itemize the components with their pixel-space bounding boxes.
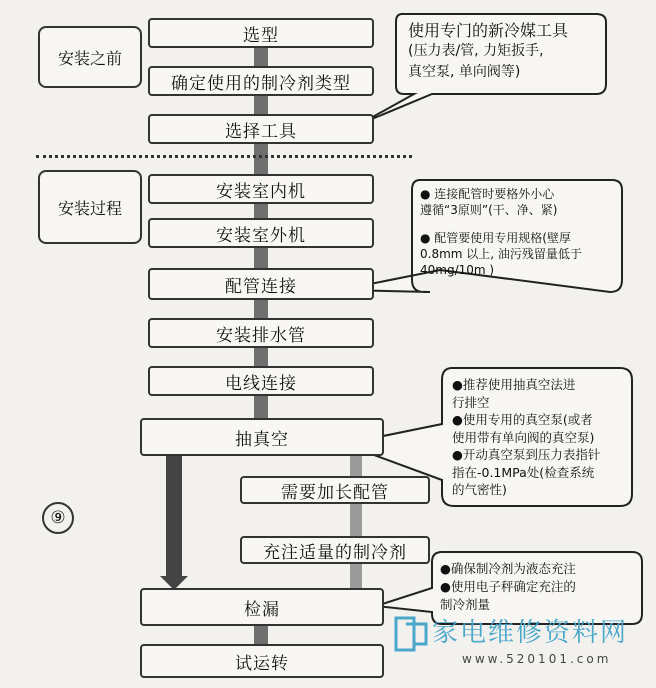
step-label: 充注适量的制冷剂 [263,542,407,563]
phase-divider [36,155,412,158]
callout-line: 真空泵, 单向阀等) [408,64,521,80]
step-outdoor-unit [148,218,374,248]
step-label: 安装排水管 [216,325,306,346]
step-label: 检漏 [244,599,280,620]
watermark-logo-icon [392,614,430,654]
step-label: 安装室内机 [216,181,306,202]
step-wire-connection [148,366,374,396]
step-label: 确定使用的制冷剂类型 [171,73,351,94]
step-label: 试运转 [235,653,289,674]
step-charge-refrigerant [240,536,430,564]
callout-piping [420,186,582,278]
step-select-model [148,18,374,48]
callout-line: 制冷剂量 [440,597,491,612]
step-vacuum [140,418,384,456]
callout-line: ●确保制冷剂为液态充注 [440,561,576,576]
watermark-title: 家电维修资料网 [432,618,629,648]
step-extend-pipe [240,476,430,504]
callout-line [420,218,582,230]
step-label: 选型 [243,25,279,46]
callout-line: 0.8mm 以上, 油污残留量低于 [420,247,582,261]
callout-line: ●使用电子秤确定充注的 [440,579,576,594]
phase-before-label: 安装之前 [57,48,122,68]
callout-line: 的气密性) [452,482,507,497]
step-pipe-connection [148,268,374,300]
callout-line: 使用带有单向阀的真空泵) [452,429,595,445]
callout-line: 指在-0.1MPa处(检查系统 [452,464,595,480]
callout-line: ●开动真空泵到压力表指针 [452,447,601,462]
callout-line: (压力表/管, 力矩扳手, [408,43,544,59]
watermark-url: www.520101.com [462,652,612,666]
step-label: 抽真空 [235,429,289,450]
step-indoor-unit [148,174,374,204]
callout-vacuum [452,376,600,499]
step-label: 安装室外机 [216,225,306,246]
step-label: 电线连接 [225,373,297,394]
step-leak-check [140,588,384,626]
phase-before-installation [38,26,142,88]
callout-line: ●使用专用的真空泵(或者 [452,412,593,427]
step-label: 选择工具 [225,121,297,142]
step-test-run [140,644,384,678]
step-label: 配管连接 [225,276,297,297]
phase-during-installation [38,170,142,244]
callout-line: 40mg/10m ) [420,263,495,277]
step-refrigerant-type [148,66,374,96]
callout-charge [440,560,576,614]
step-select-tools [148,114,374,144]
callout-line: ● 连接配管时要格外小心 [420,187,555,201]
callout-tools [408,20,568,83]
callout-line: 行排空 [452,394,490,410]
callout-line: 使用专门的新冷媒工具 [408,21,569,40]
callout-line: 遵循“3原则”(干、净、紧) [420,203,558,217]
figure-number: ⑨ [42,502,74,534]
step-drain-pipe [148,318,374,348]
step-label: 需要加长配管 [281,482,389,503]
callout-line: ● 配管要使用专用规格(壁厚 [420,231,571,245]
callout-line: ●推荐使用抽真空法进 [452,377,576,392]
phase-during-label: 安装过程 [57,198,122,218]
